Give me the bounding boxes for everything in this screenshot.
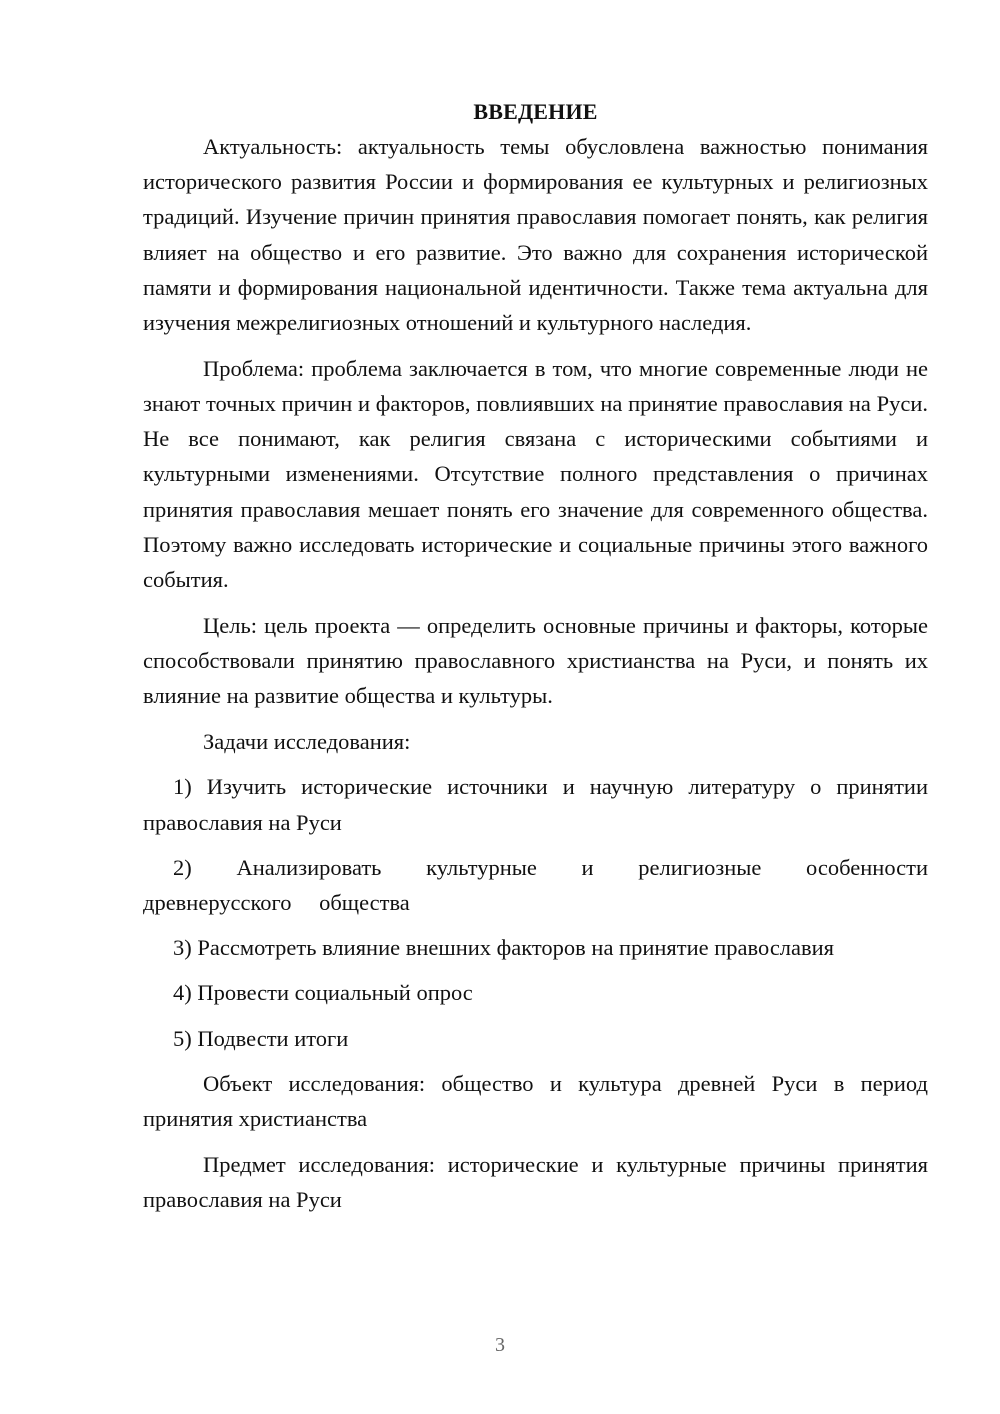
task-item: 2) Анализировать культурные и религиозные особенности древнерусского общества (143, 854, 928, 916)
page-content (143, 94, 928, 1228)
page-number: 3 (495, 1334, 505, 1356)
task-item: 4) Провести социальный опрос (173, 980, 473, 1006)
task-item: 1) Изучить исторические источники и научную литературу о принятии православия на Руси (143, 774, 928, 835)
paragraph-goal: Цель: цель проекта — определить основные причины и факторы, которые способствовали принятию православного христианства на Руси, и понять их влияние на развитие общества и культуры. (143, 612, 928, 709)
task-item: 5) Подвести итоги (173, 1025, 349, 1051)
tasks-heading: Задачи исследования: (203, 728, 411, 754)
paragraph-problem: Проблема: проблема заключается в том, что многие современные люди не знают точных причин и факторов, повлиявших на принятие православия на Руси. Не все понимают, как религия связана с историческими событиями и культурными изменениями. Отсутствие полного представления о причинах принятия православия мешает понять его значение для современного общества. Поэтому важно исследовать исторические и социальные причины этого важного события. (143, 355, 928, 592)
page-title: ВВЕДЕНИЕ (473, 99, 598, 124)
paragraph-subject: Предмет исследования: исторические и культурные причины принятия православия на Руси (143, 1151, 928, 1212)
paragraph-relevance: Актуальность: актуальность темы обусловлена важностью понимания исторического развития России и формирования ее культурных и религиозных традиций. Изучение причин принятия православия помогает понять, как религия влияет на общество и его развитие. Это важно для сохранения исторической памяти и формирования национальной идентичности. Также тема актуальна для изучения межрелигиозных отношений и культурного наследия. (143, 134, 928, 336)
paragraph-object: Объект исследования: общество и культура древней Руси в период принятия христианства (143, 1070, 928, 1132)
task-item: 3) Рассмотреть влияние внешних факторов на принятие православия (173, 935, 835, 961)
